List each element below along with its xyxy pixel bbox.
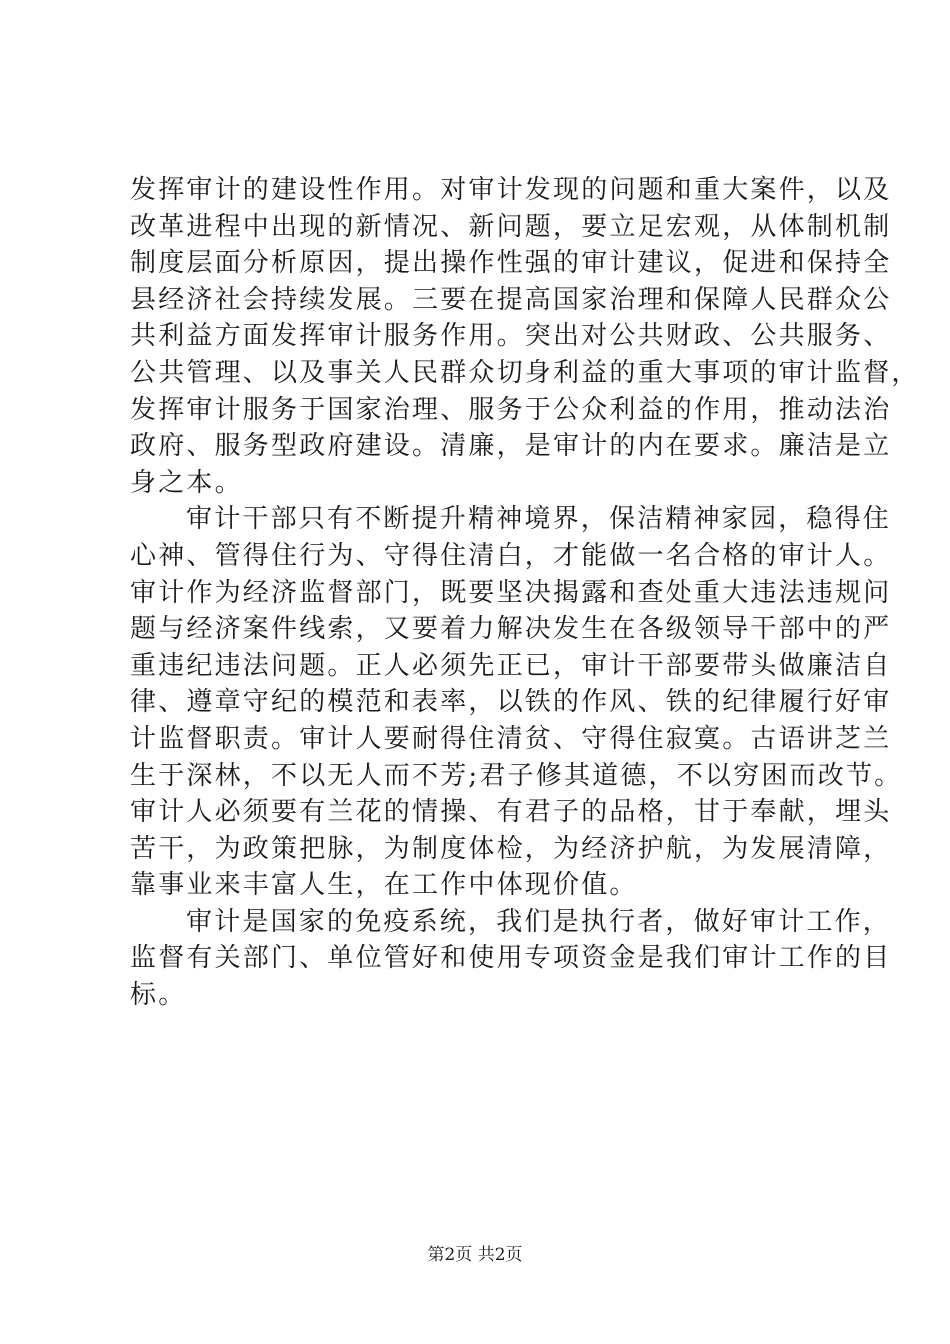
text-line: 审计作为经济监督部门，既要坚决揭露和查处重大违法违规问	[130, 577, 892, 608]
text-line: 改革进程中出现的新情况、新问题，要立足宏观，从体制机制	[130, 211, 892, 242]
text-line: 制度层面分析原因，提出操作性强的审计建议，促进和保持全	[130, 248, 892, 279]
text-line: 公共管理、以及事关人民群众切身利益的重大事项的审计监督，	[130, 357, 920, 388]
text-line: 心神、管得住行为、守得住清白，才能做一名合格的审计人。	[130, 540, 892, 571]
text-line: 审计是国家的免疫系统，我们是执行者，做好审计工作，	[186, 906, 892, 937]
text-line: 审计干部只有不断提升精神境界，保洁精神家园，稳得住	[186, 504, 892, 535]
text-line: 计监督职责。审计人要耐得住清贫、守得住寂寞。古语讲芝兰	[130, 723, 892, 754]
text-line: 标。	[130, 980, 187, 1011]
text-line: 律、遵章守纪的模范和表率，以铁的作风、铁的纪律履行好审	[130, 687, 892, 718]
text-line: 苦干，为政策把脉，为制度体检，为经济护航，为发展清障，	[130, 833, 892, 864]
text-line: 发挥审计的建设性作用。对审计发现的问题和重大案件，以及	[130, 175, 892, 205]
text-line: 重违纪违法问题。正人必须先正已，审计干部要带头做廉洁自	[130, 650, 892, 681]
text-line: 发挥审计服务于国家治理、服务于公众利益的作用，推动法治	[130, 394, 892, 425]
text-line: 题与经济案件线索，又要着力解决发生在各级领导干部中的严	[130, 614, 892, 645]
document-body	[130, 172, 920, 1014]
text-line: 审计人必须要有兰花的情操、有君子的品格，甘于奉献，埋头	[130, 797, 892, 828]
page-footer: 第2页 共2页	[427, 1245, 523, 1265]
text-line: 共利益方面发挥审计服务作用。突出对公共财政、公共服务、	[130, 321, 892, 352]
text-line: 生于深林，不以无人而不芳;君子修其道德，不以穷困而改节。	[130, 760, 903, 791]
text-line: 政府、服务型政府建设。清廉，是审计的内在要求。廉洁是立	[130, 431, 892, 462]
text-line: 监督有关部门、单位管好和使用专项资金是我们审计工作的目	[130, 943, 892, 974]
text-line: 县经济社会持续发展。三要在提高国家治理和保障人民群众公	[130, 284, 892, 315]
text-line: 身之本。	[130, 467, 243, 498]
text-line: 靠事业来丰富人生，在工作中体现价值。	[130, 870, 638, 901]
